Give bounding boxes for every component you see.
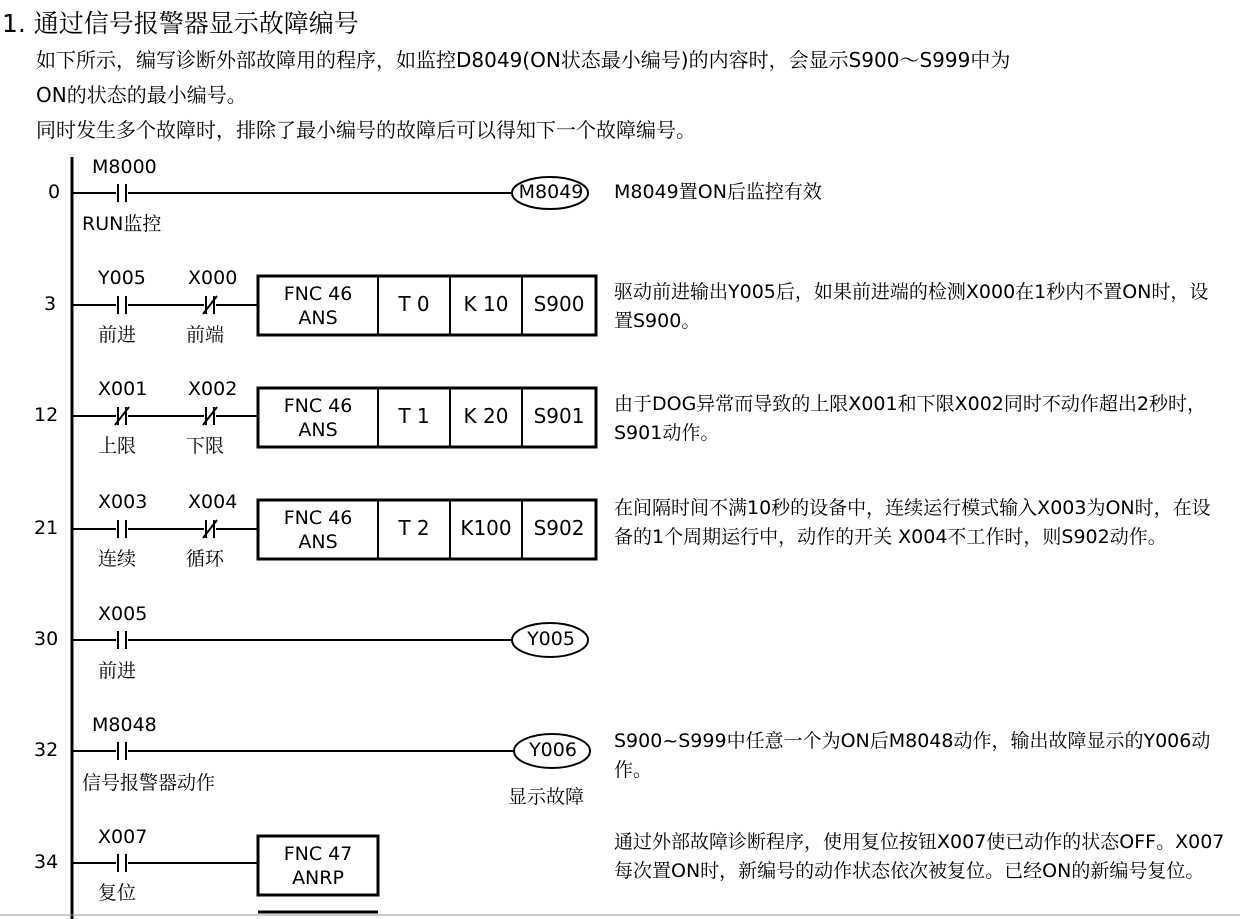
fnc-mnemonic: ANRP	[292, 867, 344, 889]
fnc-number: FNC 47	[283, 843, 353, 865]
rung-comment: M8049置ON后监控有效	[614, 181, 822, 203]
coil-device: M8049	[518, 181, 584, 203]
rung-30	[72, 623, 588, 657]
step-number: 12	[34, 404, 59, 426]
fnc-mnemonic: ANS	[298, 419, 338, 441]
fnc-number: FNC 46	[283, 283, 353, 305]
contact-device: M8048	[92, 714, 157, 736]
operand-2: K 10	[463, 292, 509, 316]
step-number: 3	[44, 293, 57, 315]
operand-1: T 2	[398, 516, 430, 540]
operand-2: K100	[460, 516, 512, 540]
coil-device: Y006	[529, 739, 577, 761]
fnc-mnemonic: ANS	[298, 307, 338, 329]
coil-device: Y005	[527, 628, 575, 650]
step-number: 0	[48, 181, 61, 203]
contact-label: 循环	[186, 548, 225, 570]
step-number: 30	[34, 628, 59, 650]
rung-comment: 通过外部故障诊断程序，使用复位按钮X007使已动作的状态OFF。X007每次置ON时，新编号的动作状态依次被复位。已经ON的新编号复位。	[614, 831, 1225, 882]
contact-device: X000	[188, 267, 238, 289]
contact-label: 连续	[98, 548, 137, 570]
section-title: 1. 通过信号报警器显示故障编号	[2, 9, 359, 38]
step-number: 21	[34, 517, 59, 539]
intro-paragraph-line2: ON的状态的最小编号。	[36, 83, 247, 107]
operand-1: T 0	[398, 292, 430, 316]
coil-label: 显示故障	[508, 786, 585, 808]
contact-device: X002	[188, 378, 238, 400]
contact-device: M8000	[92, 156, 157, 178]
contact-label: 复位	[98, 882, 137, 904]
operand-1: T 1	[398, 404, 430, 428]
contact-device: X003	[98, 491, 148, 513]
contact-device: X004	[188, 491, 238, 513]
operand-3: S901	[533, 404, 585, 428]
intro-paragraph-line1: 如下所示，编写诊断外部故障用的程序，如监控D8049(ON状态最小编号)的内容时，会显示S900～S999中为	[36, 48, 1011, 72]
contact-label: 上限	[98, 435, 137, 457]
contact-label: 信号报警器动作	[82, 772, 216, 794]
step-number: 34	[34, 851, 59, 873]
operand-3: S900	[533, 292, 585, 316]
contact-label: 前进	[98, 324, 137, 346]
contact-device: Y005	[98, 267, 146, 289]
fnc-box-name	[260, 506, 376, 554]
contact-device: X007	[98, 826, 148, 848]
rung-32	[72, 734, 590, 768]
operand-2: K 20	[463, 404, 509, 428]
fnc-box-name	[260, 282, 376, 330]
rung-comment: 在间隔时间不满10秒的设备中，连续运行模式输入X003为ON时，在设备的1个周期运行中，动作的开关 X004不工作时，则S902动作。	[614, 497, 1211, 548]
rung-comment: 驱动前进输出Y005后，如果前进端的检测X000在1秒内不置ON时，设置S900。	[614, 281, 1209, 332]
step-number: 32	[34, 739, 59, 761]
fnc-box-name	[260, 394, 376, 442]
fnc-box-name	[260, 842, 376, 890]
contact-label: 前进	[98, 660, 137, 682]
rung-0	[72, 177, 588, 209]
operand-3: S902	[533, 516, 585, 540]
fnc-mnemonic: ANS	[298, 531, 338, 553]
intro-paragraph-line3: 同时发生多个故障时，排除了最小编号的故障后可以得知下一个故障编号。	[36, 118, 696, 142]
fnc-number: FNC 46	[283, 507, 353, 529]
rung-comment: S900~S999中任意一个为ON后M8048动作，输出故障显示的Y006动作。	[614, 730, 1211, 781]
contact-label: RUN监控	[82, 213, 162, 235]
fnc-number: FNC 46	[283, 395, 353, 417]
rung-comment: 由于DOG异常而导致的上限X001和下限X002同时不动作超出2秒时，S901动作。	[614, 393, 1206, 444]
contact-label: 前端	[186, 324, 225, 346]
contact-label: 下限	[186, 435, 225, 457]
contact-device: X005	[98, 603, 148, 625]
contact-device: X001	[98, 378, 148, 400]
